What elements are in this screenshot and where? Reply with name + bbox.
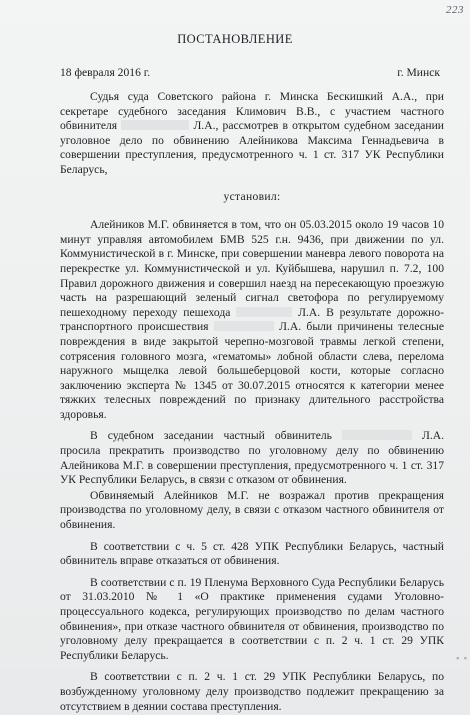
document-city: г. Минск [397,66,440,79]
redacted-name [342,430,412,440]
charge-text-part1: Алейников М.Г. обвиняется в том, что он 05.03.2015 около 19 часов 10 минут управляя автомобилем БМВ 525 г.н. 9436, при движении по ул. Коммунистической в г. Минске, при совершении маневра левого поворота на перекрестке ул. Коммунистической и ул. Куйбышева, нарушил п. 7.2, 100 Правил дорожного движения и совершил наезд на пересекающую проезжую часть на разрешающий зеленый сигнал светофора по регулируемому пешеходному переходу пешехода [60,218,444,319]
request-text-part2: Л.А. просила прекратить производство по уголовному делу по обвинению Алейникова М.Г. в совершении преступления, предусмотренного ч. 1 ст. 317 УК Республики Беларусь, в связи с отказом от обвинения. [60,429,444,487]
article428-paragraph: В соответствии с ч. 5 ст. 428 УПК Республики Беларусь, частный обвинитель вправе отказаться от обвинения. [60,539,444,568]
charge-paragraph [60,218,444,422]
redacted-name [214,321,274,331]
redacted-name [236,307,292,317]
established-heading: установил: [223,189,281,203]
corner-watermark-icon: ▪ ▪ [456,653,468,664]
document-body [60,90,444,715]
intro-text-part1: Судья суда Советского района г. Минска Бескишкий А.А., при секретаре судебного заседания Климович В.В., с участием частного обвинителя [60,90,444,133]
date-location-row [60,66,440,81]
page-number: 223 [446,4,464,16]
document-date: 18 февраля 2016 г. [60,66,151,79]
article29-paragraph: В соответствии с п. 2 ч. 1 ст. 29 УПК Республики Беларусь, по возбужденному уголовному делу производство подлежит прекращению за отсутствием в деянии состава преступления. [60,670,444,713]
intro-text-part2: Л.А., рассмотрев в открытом судебном заседании уголовное дело по обвинению Алейникова Максима Геннадьевича в совершении преступления, предусмотренного ч. 1 ст. 317 УК Республики Беларусь, [60,119,444,176]
charge-text-part2: Л.А. В результате дорожно-транспортного происшествия [60,305,444,334]
intro-paragraph [60,90,444,178]
document-title: ПОСТАНОВЛЕНИЕ [177,32,293,46]
request-text-part1: В судебном заседании частный обвинитель [90,429,332,443]
charge-text-part3: Л.А. были причинены телесные повреждения в виде закрытой черепно-мозговой травмы легкой степени, сотрясения головного мозга, «гематомы» лобной области слева, перелома наружного мыщелка левой большеберцовой кости, которые согласно заключению эксперта № 1345 от 30.07.2015 относятся к категории менее тяжких телесных повреждений по признаку длительного расстройства здоровья. [60,320,444,421]
accused-paragraph: Обвиняемый Алейников М.Г. не возражал против прекращения производства по уголовному делу, в связи с отказом частного обвинителя от обвинения. [60,488,444,532]
redacted-name [121,120,189,130]
plenum-paragraph: В соответствии с п. 19 Пленума Верховного Суда Республики Беларусь от 31.03.2010 № 1 «О практике применения судами Уголовно-процессуального кодекса, регулирующих производство по делам частного обвинения», при отказе частного обвинителя от обвинения, производство по уголовному делу прекращается в соответствии с п. 2 ч. 1 ст. 29 УПК Республики Беларусь. [60,575,444,662]
request-paragraph [60,429,444,487]
